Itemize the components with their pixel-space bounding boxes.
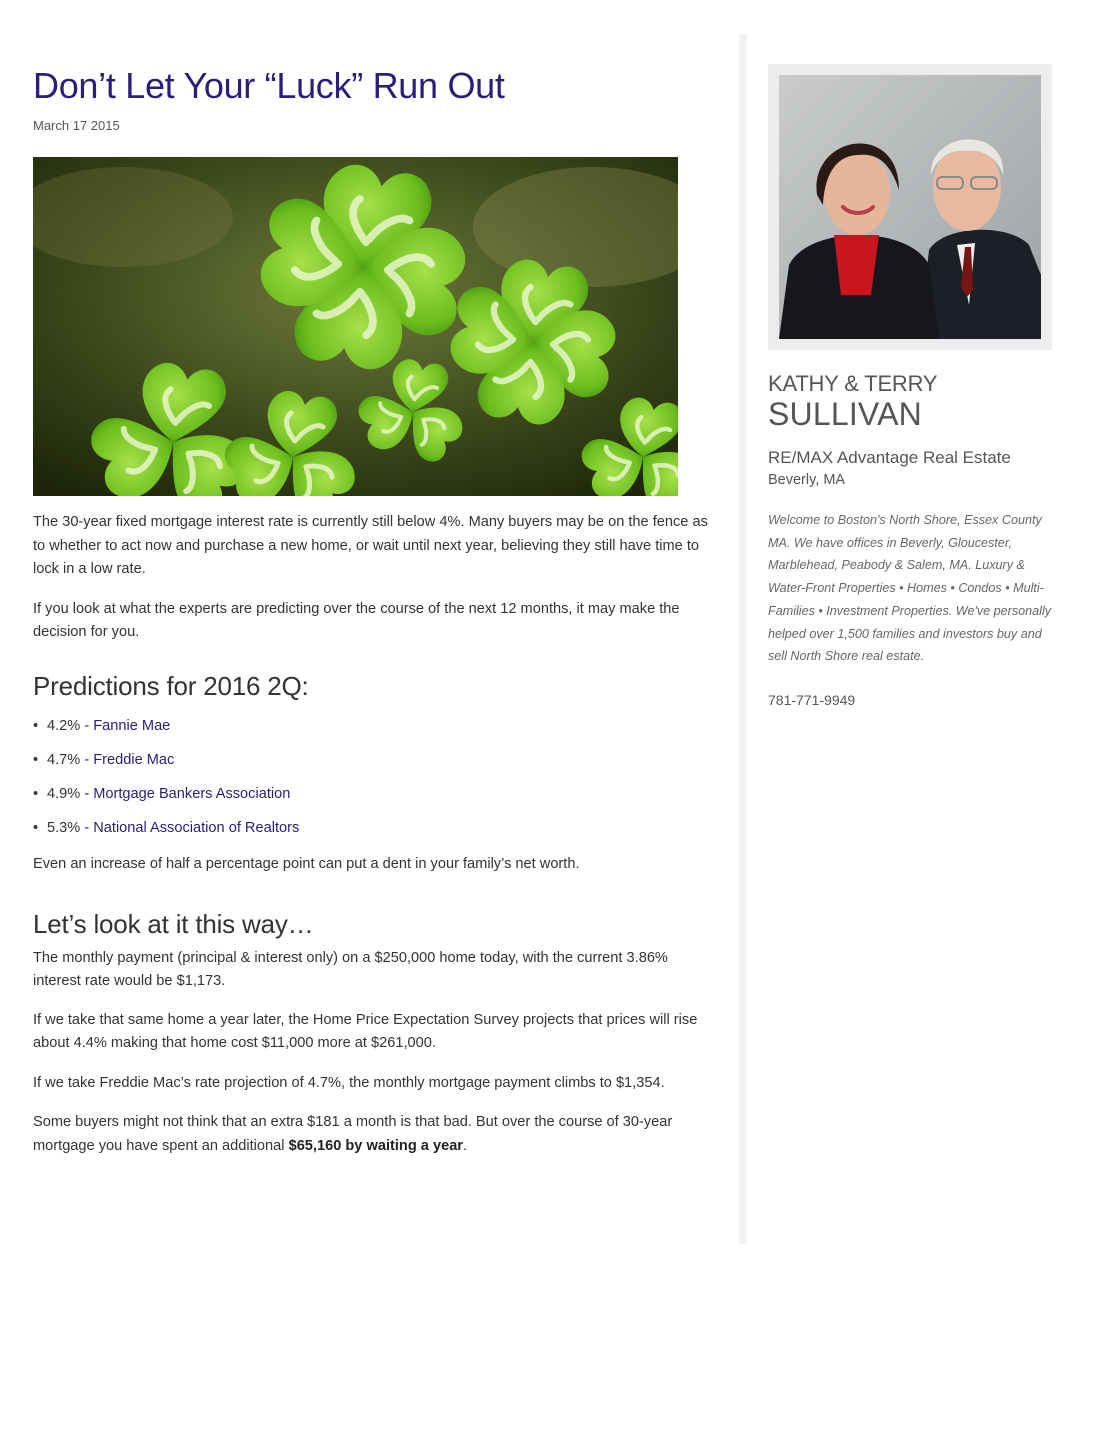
agents-portrait bbox=[779, 75, 1041, 339]
predictions-heading: Predictions for 2016 2Q: bbox=[33, 670, 309, 701]
agent-first-names: KATHY & TERRY bbox=[768, 371, 938, 396]
list-item bbox=[33, 749, 713, 771]
agency-name: RE/MAX Advantage Real Estate bbox=[768, 448, 1011, 467]
realtors-association-link[interactable]: National Association of Realtors bbox=[93, 820, 300, 837]
agent-sidebar bbox=[768, 64, 1058, 710]
article-date: March 17 2015 bbox=[33, 118, 120, 133]
price-projection-paragraph: If we take that same home a year later, the Home Price Expectation Survey projects that prices will rise about 4.4% making that home cost $11,000 more at $261,000. bbox=[33, 1011, 698, 1052]
payment-paragraph: The monthly payment (principal & interest only) on a $250,000 home today, with the current 3.86% interest rate would be $1,173. bbox=[33, 949, 668, 990]
fannie-mae-link[interactable]: Fannie Mae bbox=[93, 717, 171, 734]
prediction-rate: 4.7% - bbox=[47, 751, 94, 768]
freddie-mac-link[interactable]: Freddie Mac bbox=[93, 751, 175, 768]
intro-paragraph: The 30-year fixed mortgage interest rate is currently still below 4%. Many buyers may be on the fence as to whether to act now and purchase a new home, or wait until next year, believing they still have time to lock in a low rate. bbox=[33, 514, 708, 577]
prediction-rate: 5.3% - bbox=[47, 820, 94, 837]
dent-paragraph: Even an increase of half a percentage point can put a dent in your family’s net worth. bbox=[33, 856, 580, 873]
agent-photo-frame bbox=[768, 64, 1052, 350]
look-heading: Let’s look at it this way… bbox=[33, 908, 314, 939]
clover-illustration bbox=[33, 157, 678, 496]
four-leaf-clover-image bbox=[33, 157, 678, 496]
column-divider bbox=[739, 34, 747, 1244]
mortgage-bankers-link[interactable]: Mortgage Bankers Association bbox=[93, 786, 291, 803]
agent-phone[interactable]: 781-771-9949 bbox=[768, 691, 856, 708]
rate-projection-paragraph: If we take Freddie Mac’s rate projection of 4.7%, the monthly mortgage payment climbs to $1,354. bbox=[33, 1074, 665, 1091]
agent-blurb: Welcome to Boston's North Shore, Essex County MA. We have offices in Beverly, Gloucester, Marblehead, Peabody & Salem, MA. Luxury & Water-Front Properties • Homes • Condos • Multi-Families • Investment Properties. We've personally helped over 1,500 families and investors buy and sell North Shore real estate. bbox=[768, 513, 1052, 664]
agent-photo bbox=[779, 75, 1041, 339]
prediction-rate: 4.2% - bbox=[47, 717, 94, 734]
article-title: Don’t Let Your “Luck” Run Out bbox=[33, 65, 505, 106]
prediction-rate: 4.9% - bbox=[47, 786, 94, 803]
buyers-tail: . bbox=[463, 1137, 468, 1154]
buyers-text: Some buyers might not think that an extra $181 a month is that bad. But over the course of 30-year mortgage you have spent an additional bbox=[33, 1114, 673, 1154]
agency-city: Beverly, MA bbox=[768, 472, 846, 488]
agent-last-name: SULLIVAN bbox=[768, 396, 922, 432]
buyers-paragraph bbox=[33, 1111, 713, 1158]
list-item bbox=[33, 715, 713, 737]
predictions-list bbox=[33, 715, 713, 840]
article bbox=[33, 60, 713, 1158]
buyers-emphasis: $65,160 by waiting a year bbox=[288, 1137, 463, 1154]
list-item bbox=[33, 783, 713, 805]
experts-paragraph: If you look at what the experts are predicting over the course of the next 12 months, it may make the decision for you. bbox=[33, 600, 680, 640]
list-item bbox=[33, 817, 713, 839]
